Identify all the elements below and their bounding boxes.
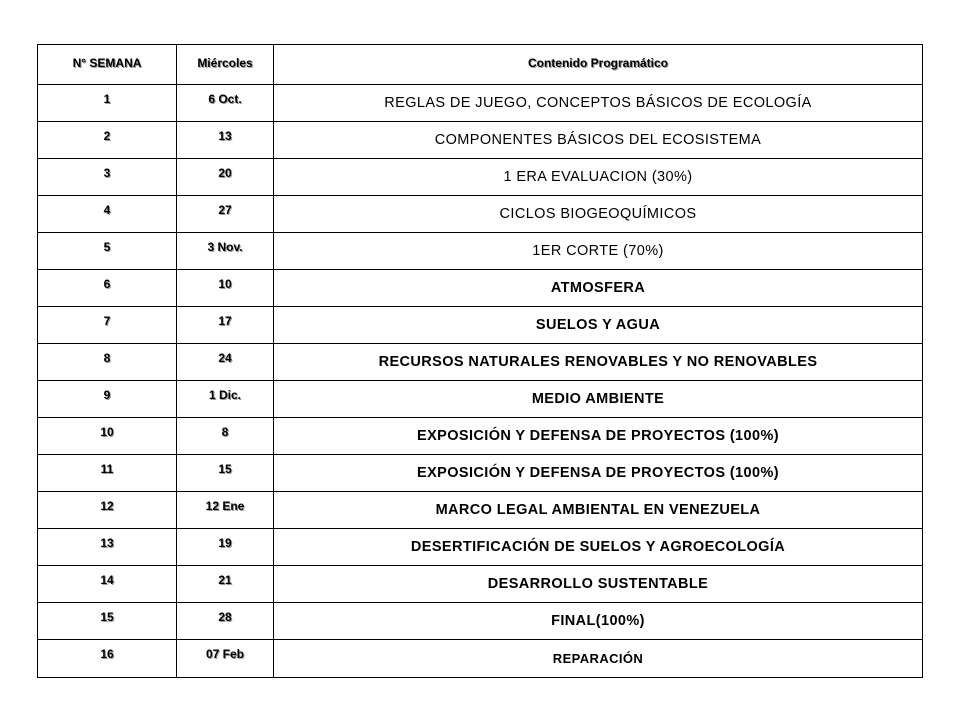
week-cell: [38, 566, 177, 603]
program-content: REPARACIÓN: [552, 651, 644, 666]
session-date: 1 Dic.: [208, 388, 241, 402]
session-date: 19: [218, 536, 232, 550]
header-day-label: Miércoles: [197, 56, 253, 70]
program-content: MEDIO AMBIENTE: [531, 391, 665, 407]
week-cell: [38, 307, 177, 344]
session-date: 6 Oct.: [208, 92, 242, 106]
session-date: 27: [218, 203, 232, 217]
program-content: DESERTIFICACIÓN DE SUELOS Y AGROECOLOGÍA: [410, 539, 786, 555]
session-date: 17: [218, 314, 232, 328]
content-cell: [274, 233, 923, 270]
content-cell: [274, 270, 923, 307]
program-content: ATMOSFERA: [550, 280, 646, 296]
table-row: [38, 455, 923, 492]
program-content: DESARROLLO SUSTENTABLE: [487, 576, 709, 592]
table-row: [38, 159, 923, 196]
week-number: 10: [100, 425, 114, 439]
table-row: [38, 381, 923, 418]
program-content: COMPONENTES BÁSICOS DEL ECOSISTEMA: [434, 132, 762, 148]
date-cell: [177, 381, 274, 418]
table-row: [38, 307, 923, 344]
week-cell: [38, 159, 177, 196]
date-cell: [177, 529, 274, 566]
schedule-table: [37, 44, 923, 678]
content-cell: [274, 640, 923, 678]
content-cell: [274, 159, 923, 196]
content-cell: [274, 418, 923, 455]
date-cell: [177, 603, 274, 640]
session-date: 13: [218, 129, 232, 143]
date-cell: [177, 122, 274, 159]
date-cell: [177, 344, 274, 381]
week-number: 15: [100, 610, 114, 624]
date-cell: [177, 196, 274, 233]
table-header-row: [38, 45, 923, 85]
week-cell: [38, 233, 177, 270]
week-number: 4: [103, 203, 111, 217]
week-number: 6: [103, 277, 111, 291]
date-cell: [177, 233, 274, 270]
week-number: 9: [103, 388, 111, 402]
date-cell: [177, 640, 274, 678]
session-date: 28: [218, 610, 232, 624]
date-cell: [177, 307, 274, 344]
header-week-label: N° SEMANA: [72, 56, 142, 70]
date-cell: [177, 455, 274, 492]
program-content: SUELOS Y AGUA: [535, 317, 661, 333]
content-cell: [274, 455, 923, 492]
header-content-label: Contenido Programático: [527, 56, 668, 70]
week-number: 3: [103, 166, 111, 180]
week-cell: [38, 418, 177, 455]
week-number: 2: [103, 129, 111, 143]
week-cell: [38, 270, 177, 307]
program-content: FINAL(100%): [551, 613, 645, 629]
table-row: [38, 603, 923, 640]
table-row: [38, 233, 923, 270]
content-cell: [274, 307, 923, 344]
session-date: 20: [218, 166, 232, 180]
header-content: [274, 45, 923, 85]
week-number: 16: [100, 647, 114, 661]
content-cell: [274, 492, 923, 529]
header-week: [38, 45, 177, 85]
table-row: [38, 85, 923, 122]
content-cell: [274, 529, 923, 566]
week-cell: [38, 492, 177, 529]
week-cell: [38, 455, 177, 492]
week-cell: [38, 85, 177, 122]
program-content: REGLAS DE JUEGO, CONCEPTOS BÁSICOS DE ECOLOGÍA: [384, 95, 812, 111]
content-cell: [274, 122, 923, 159]
header-day: [177, 45, 274, 85]
week-number: 1: [103, 92, 111, 106]
table-row: [38, 270, 923, 307]
session-date: 21: [218, 573, 232, 587]
table-row: [38, 344, 923, 381]
table-row: [38, 492, 923, 529]
program-content: CICLOS BIOGEOQUÍMICOS: [499, 206, 697, 222]
week-number: 5: [103, 240, 111, 254]
program-content: MARCO LEGAL AMBIENTAL EN VENEZUELA: [435, 502, 761, 518]
program-content: RECURSOS NATURALES RENOVABLES Y NO RENOVABLES: [378, 354, 818, 370]
week-cell: [38, 381, 177, 418]
week-cell: [38, 529, 177, 566]
session-date: 8: [221, 425, 229, 439]
content-cell: [274, 85, 923, 122]
session-date: 07 Feb: [205, 647, 244, 661]
table-row: [38, 529, 923, 566]
table-row: [38, 566, 923, 603]
content-cell: [274, 344, 923, 381]
date-cell: [177, 492, 274, 529]
session-date: 24: [218, 351, 232, 365]
content-cell: [274, 381, 923, 418]
week-cell: [38, 196, 177, 233]
week-number: 7: [103, 314, 111, 328]
session-date: 12 Ene: [205, 499, 245, 513]
program-content: EXPOSICIÓN Y DEFENSA DE PROYECTOS (100%): [417, 465, 779, 481]
program-content: EXPOSICIÓN Y DEFENSA DE PROYECTOS (100%): [417, 428, 779, 444]
session-date: 3 Nov.: [207, 240, 243, 254]
table-row: [38, 196, 923, 233]
week-cell: [38, 344, 177, 381]
week-cell: [38, 640, 177, 678]
week-cell: [38, 603, 177, 640]
week-number: 8: [103, 351, 111, 365]
table-row: [38, 418, 923, 455]
week-cell: [38, 122, 177, 159]
date-cell: [177, 566, 274, 603]
content-cell: [274, 196, 923, 233]
session-date: 15: [218, 462, 232, 476]
date-cell: [177, 85, 274, 122]
session-date: 10: [218, 277, 232, 291]
table-row: [38, 122, 923, 159]
date-cell: [177, 270, 274, 307]
week-number: 12: [100, 499, 114, 513]
content-cell: [274, 566, 923, 603]
week-number: 14: [100, 573, 114, 587]
table-row: [38, 640, 923, 678]
week-number: 13: [100, 536, 114, 550]
date-cell: [177, 418, 274, 455]
program-content: 1ER CORTE (70%): [532, 243, 664, 259]
content-cell: [274, 603, 923, 640]
program-content: 1 ERA EVALUACION (30%): [503, 169, 693, 185]
week-number: 11: [100, 462, 114, 476]
date-cell: [177, 159, 274, 196]
